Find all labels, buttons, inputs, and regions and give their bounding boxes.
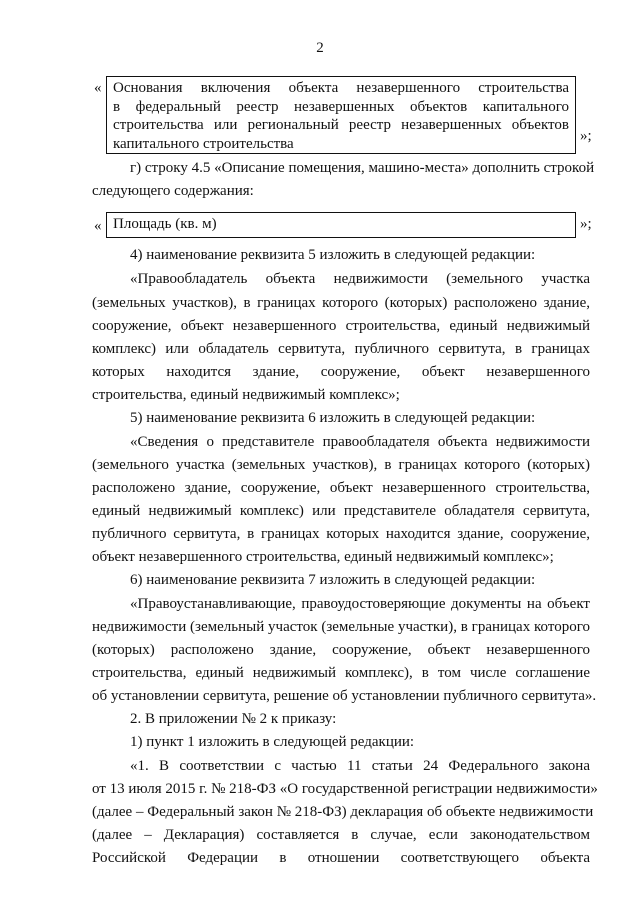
item5-line-6: объект незавершенного строительства, единый недвижимый комплекс»; (92, 549, 554, 565)
page-number: 2 (316, 40, 324, 56)
box2-open-quote: « (94, 218, 102, 234)
item5-line-1: «Сведения о представителе правообладателя объекта недвижимости (130, 434, 590, 450)
box1-open-quote: « (94, 80, 102, 96)
section2-title: 2. В приложении № 2 к приказу: (130, 711, 337, 727)
item5-line-2: (земельного участка (земельных участков), в границах которого (которых) (92, 457, 590, 473)
item6-line-3: (которых) расположено здание, сооружение, объект незавершенного (92, 642, 590, 658)
item4-line-6: строительства, единый недвижимый комплекс»; (92, 387, 400, 403)
point1-title: 1) пункт 1 изложить в следующей редакции: (130, 734, 415, 750)
item4-line-2: (земельных участков), в границах которого (которых) расположено здание, (92, 295, 590, 311)
box1-close-quote: »; (580, 128, 592, 144)
item5-line-5: публичного сервитута, в границах которых находится здание, сооружение, (92, 526, 590, 542)
box2-text: Площадь (кв. м) (113, 216, 217, 232)
point1-line-4: (далее – Декларация) составляется в случае, если законодательством (92, 827, 590, 843)
item6-line-5: об установлении сервитута, решение об установлении публичного сервитута». (92, 688, 597, 704)
para-g-line-1: г) строку 4.5 «Описание помещения, машино-места» дополнить строкой (130, 160, 595, 176)
table-cell-box1 (106, 76, 576, 154)
box1-line-3: строительства или региональный реестр незавершенных объектов (113, 117, 569, 133)
item6-line-1: «Правоустанавливающие, правоудостоверяющие документы на объект (130, 596, 590, 612)
box1-line-2: в федеральный реестр незавершенных объектов капитального (113, 98, 569, 115)
table-cell-box2 (106, 212, 576, 238)
item6-line-2: недвижимости (земельный участок (земельные участки), в границах которого (92, 619, 590, 635)
item4-line-3: сооружение, объект незавершенного строительства, единый недвижимый (92, 318, 590, 334)
item4-line-1: «Правообладатель объекта недвижимости (земельного участка (130, 271, 590, 287)
box1-line-1: Основания включения объекта незавершенного строительства (113, 80, 569, 96)
box2-close-quote: »; (580, 216, 592, 232)
item5-line-3: расположено здание, сооружение, объект незавершенного строительства, (92, 480, 590, 496)
para-g-line-2: следующего содержания: (92, 183, 254, 199)
item6-line-4: строительства, единый недвижимый комплекс), в том числе соглашение (92, 665, 590, 681)
point1-line-3: (далее – Федеральный закон № 218-ФЗ) декларация об объекте недвижимости (92, 804, 594, 820)
item6-title: 6) наименование реквизита 7 изложить в следующей редакции: (130, 572, 536, 588)
point1-line-5: Российской Федерации в отношении соответствующего объекта (92, 850, 590, 866)
box1-line-4: капитального строительства (113, 135, 294, 152)
item4-line-5: которых находится здание, сооружение, объект незавершенного (92, 364, 590, 380)
item5-title: 5) наименование реквизита 6 изложить в следующей редакции: (130, 410, 536, 426)
point1-line-2: от 13 июля 2015 г. № 218-ФЗ «О государственной регистрации недвижимости» (92, 781, 598, 797)
point1-line-1: «1. В соответствии с частью 11 статьи 24 Федерального закона (130, 758, 590, 774)
item4-line-4: комплекс) или обладатель сервитута, публичного сервитута, в границах (92, 341, 590, 357)
item4-title: 4) наименование реквизита 5 изложить в следующей редакции: (130, 247, 536, 263)
item5-line-4: единый недвижимый комплекс) или представителе обладателя сервитута, (92, 503, 590, 519)
